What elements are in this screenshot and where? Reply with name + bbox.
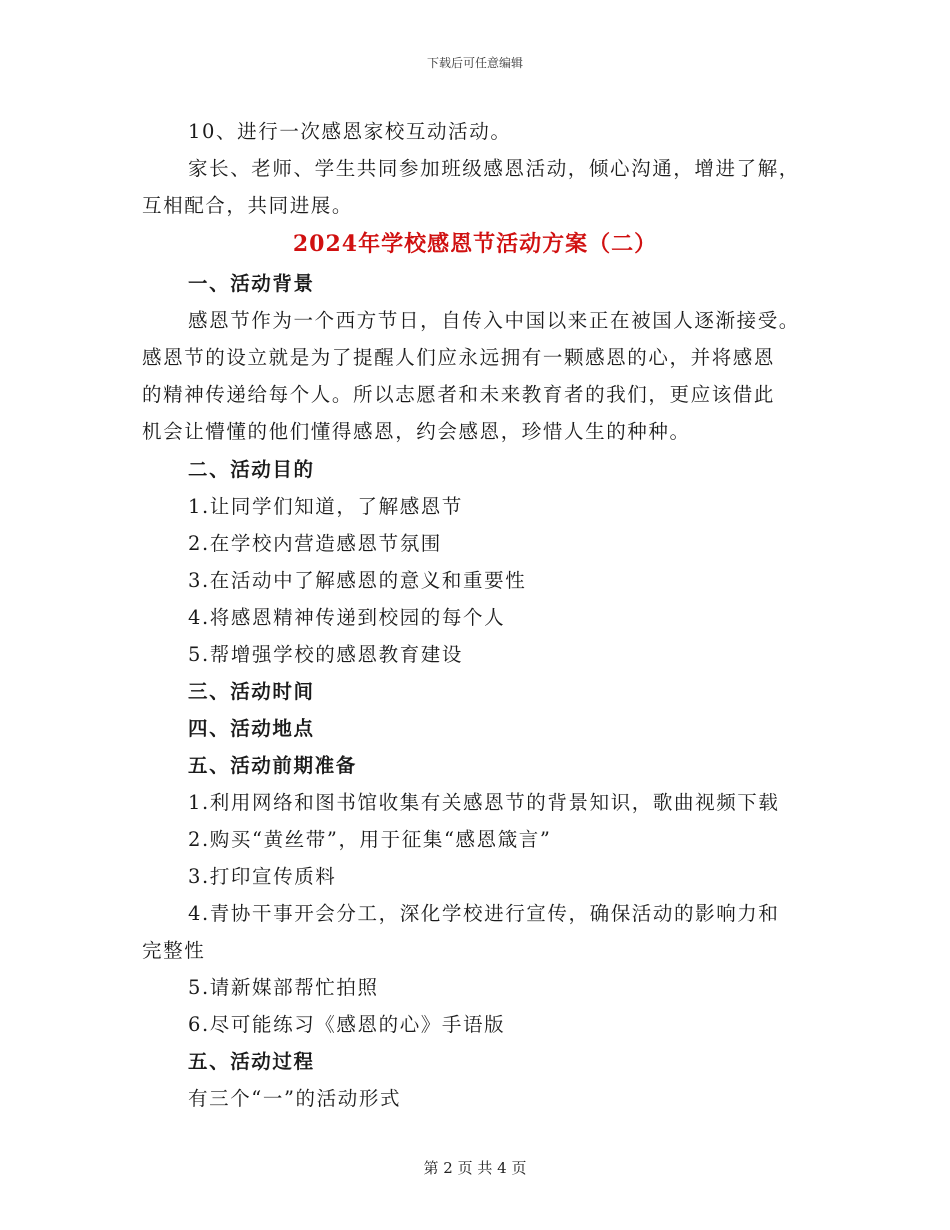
section-heading: 一、活动背景 bbox=[188, 272, 315, 295]
document-title: 2024年学校感恩节活动方案（二） bbox=[292, 231, 658, 257]
list-item: 3.在活动中了解感恩的意义和重要性 bbox=[188, 569, 527, 592]
list-item: 5.帮增强学校的感恩教育建设 bbox=[188, 643, 464, 666]
paragraph-line: 有三个“一”的活动形式 bbox=[188, 1087, 402, 1110]
list-item: 2.在学校内营造感恩节氛围 bbox=[188, 532, 442, 555]
list-item: 5.请新媒部帮忙拍照 bbox=[188, 976, 379, 999]
list-item-continuation: 完整性 bbox=[142, 939, 206, 962]
list-item: 1.利用网络和图书馆收集有关感恩节的背景知识，歌曲视频下载 bbox=[188, 791, 780, 814]
list-item: 6.尽可能练习《感恩的心》手语版 bbox=[188, 1013, 506, 1036]
paragraph-line: 感恩节作为一个西方节日，自传入中国以来正在被国人逐渐接受。 bbox=[188, 309, 800, 332]
list-item: 4.将感恩精神传递到校园的每个人 bbox=[188, 606, 506, 629]
section-heading: 二、活动目的 bbox=[188, 458, 315, 481]
list-item: 10、进行一次感恩家校互动活动。 bbox=[188, 120, 512, 143]
section-heading: 五、活动过程 bbox=[188, 1050, 315, 1073]
page-footer: 第 2 页 共 4 页 bbox=[423, 1159, 527, 1177]
paragraph-line: 感恩节的设立就是为了提醒人们应永远拥有一颗感恩的心，并将感恩 bbox=[142, 346, 776, 369]
section-heading: 三、活动时间 bbox=[188, 680, 315, 703]
paragraph-line: 的精神传递给每个人。所以志愿者和未来教育者的我们，更应该借此 bbox=[142, 383, 776, 406]
section-heading: 四、活动地点 bbox=[188, 717, 315, 740]
list-item: 2.购买“黄丝带”，用于征集“感恩箴言” bbox=[188, 828, 552, 851]
list-item: 4.青协干事开会分工，深化学校进行宣传，确保活动的影响力和 bbox=[188, 902, 780, 925]
page-header: 下载后可任意编辑 bbox=[426, 56, 523, 70]
section-heading: 五、活动前期准备 bbox=[188, 754, 357, 777]
list-item: 1.让同学们知道，了解感恩节 bbox=[188, 495, 464, 518]
paragraph-line: 互相配合，共同进展。 bbox=[142, 194, 354, 217]
paragraph-line: 机会让懵懂的他们懂得感恩，约会感恩，珍惜人生的种种。 bbox=[142, 420, 691, 443]
list-item: 3.打印宣传质料 bbox=[188, 865, 337, 888]
paragraph-line: 家长、老师、学生共同参加班级感恩活动，倾心沟通，增进了解， bbox=[188, 157, 800, 180]
